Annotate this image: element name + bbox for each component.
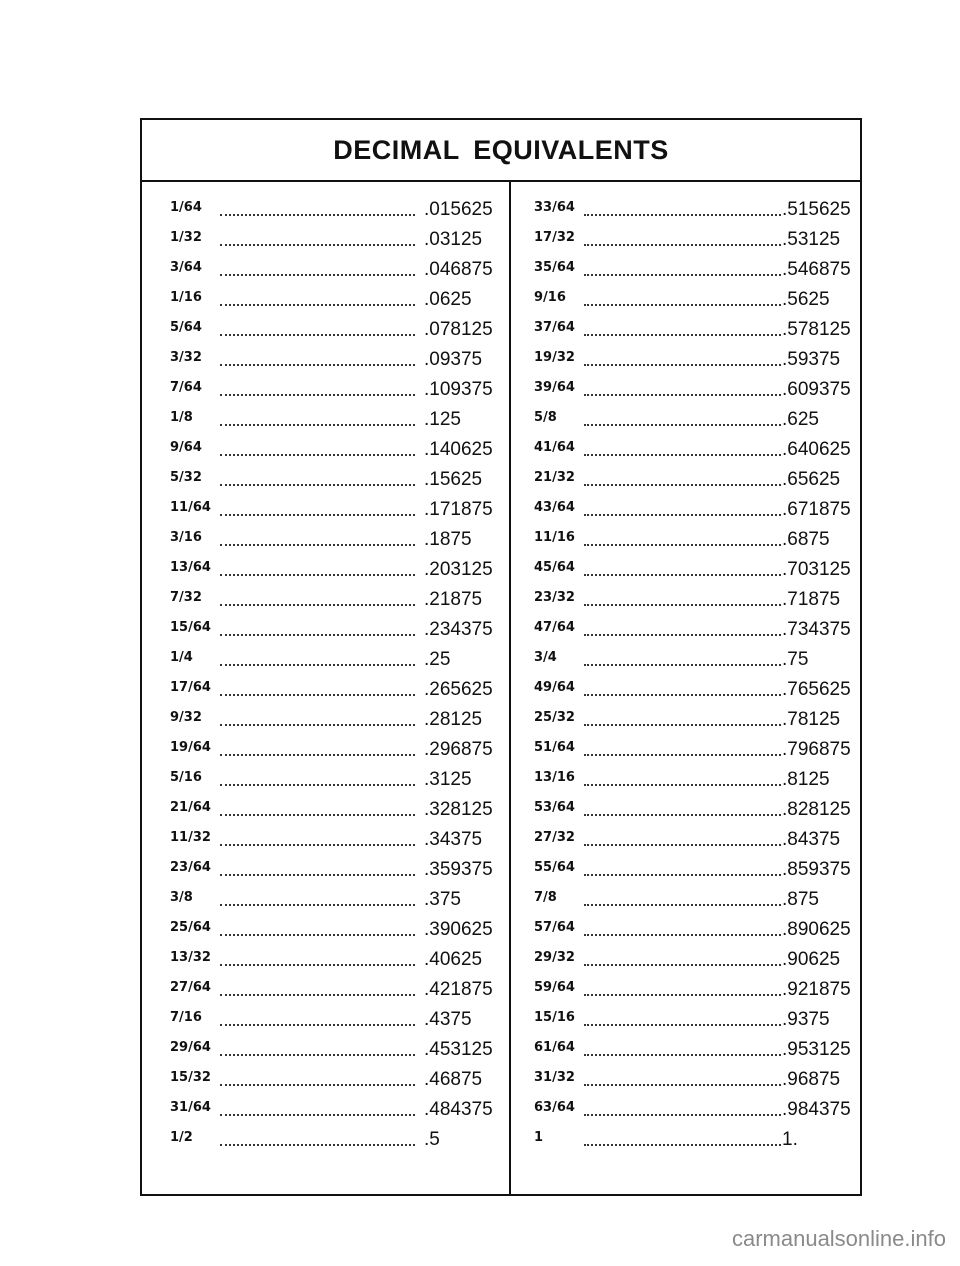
decimal-value: .78125: [782, 709, 841, 730]
dot-leader: [220, 1024, 415, 1026]
fraction-value: 9/32: [170, 710, 202, 725]
dot-leader: [584, 664, 781, 666]
decimal-value: .734375: [782, 619, 851, 640]
fraction-value: 11/16: [534, 530, 575, 545]
dot-leader: [584, 1144, 781, 1146]
table-row: [170, 226, 492, 256]
fraction-value: 43/64: [534, 500, 575, 515]
table-row: [534, 796, 856, 826]
decimal-value: .84375: [782, 829, 841, 850]
table-row: [534, 916, 856, 946]
decimal-value: .03125: [424, 229, 483, 250]
dot-leader: [220, 484, 415, 486]
fraction-value: 9/16: [534, 290, 566, 305]
fraction-value: 21/64: [170, 800, 211, 815]
table-row: [170, 916, 492, 946]
decimal-value: .109375: [424, 379, 493, 400]
dot-leader: [584, 544, 781, 546]
fraction-value: 25/32: [534, 710, 575, 725]
decimal-value: .421875: [424, 979, 493, 1000]
decimal-value: .578125: [782, 319, 851, 340]
fraction-value: 7/8: [534, 890, 557, 905]
dot-leader: [584, 244, 781, 246]
table-row: [534, 226, 856, 256]
table-row: [170, 1006, 492, 1036]
fraction-value: 7/32: [170, 590, 202, 605]
dot-leader: [584, 1054, 781, 1056]
left-column: [170, 196, 492, 1156]
decimal-value: .40625: [424, 949, 483, 970]
dot-leader: [220, 724, 415, 726]
fraction-value: 1/8: [170, 410, 193, 425]
fraction-value: 57/64: [534, 920, 575, 935]
fraction-value: 1/4: [170, 650, 193, 665]
decimal-value: .53125: [782, 229, 841, 250]
fraction-value: 27/32: [534, 830, 575, 845]
dot-leader: [220, 1144, 415, 1146]
table-row: [534, 676, 856, 706]
table-row: [170, 556, 492, 586]
fraction-value: 3/32: [170, 350, 202, 365]
table-row: [170, 976, 492, 1006]
dot-leader: [220, 1084, 415, 1086]
dot-leader: [220, 844, 415, 846]
dot-leader: [584, 634, 781, 636]
decimal-value: .234375: [424, 619, 493, 640]
decimal-value: .140625: [424, 439, 493, 460]
dot-leader: [220, 694, 415, 696]
dot-leader: [584, 814, 781, 816]
decimal-value: .671875: [782, 499, 851, 520]
dot-leader: [584, 1114, 781, 1116]
table-row: [534, 1006, 856, 1036]
decimal-value: .984375: [782, 1099, 851, 1120]
decimal-value: .890625: [782, 919, 851, 940]
decimal-value: .90625: [782, 949, 841, 970]
fraction-value: 1/2: [170, 1130, 193, 1145]
decimal-value: .5: [424, 1129, 440, 1150]
fraction-value: 39/64: [534, 380, 575, 395]
dot-leader: [584, 934, 781, 936]
fraction-value: 1/16: [170, 290, 202, 305]
decimal-value: .484375: [424, 1099, 493, 1120]
dot-leader: [220, 964, 415, 966]
fraction-value: 5/8: [534, 410, 557, 425]
table-row: [534, 316, 856, 346]
dot-leader: [584, 1024, 781, 1026]
table-row: [170, 796, 492, 826]
decimal-value: .21875: [424, 589, 483, 610]
dot-leader: [584, 484, 781, 486]
table-row: [534, 436, 856, 466]
fraction-value: 47/64: [534, 620, 575, 635]
table-row: [170, 886, 492, 916]
dot-leader: [220, 244, 415, 246]
fraction-value: 3/4: [534, 650, 557, 665]
table-row: [170, 496, 492, 526]
table-row: [534, 556, 856, 586]
decimal-value: .546875: [782, 259, 851, 280]
decimal-value: .4375: [424, 1009, 472, 1030]
table-row: [534, 646, 856, 676]
dot-leader: [220, 754, 415, 756]
dot-leader: [220, 1114, 415, 1116]
decimal-value: .953125: [782, 1039, 851, 1060]
decimal-value: .125: [424, 409, 461, 430]
decimal-value: .359375: [424, 859, 493, 880]
table-row: [170, 826, 492, 856]
fraction-value: 31/64: [170, 1100, 211, 1115]
fraction-value: 63/64: [534, 1100, 575, 1115]
dot-leader: [220, 514, 415, 516]
table-row: [534, 1126, 856, 1156]
fraction-value: 25/64: [170, 920, 211, 935]
fraction-value: 11/64: [170, 500, 211, 515]
fraction-value: 21/32: [534, 470, 575, 485]
decimal-equivalents-table: [140, 118, 862, 1196]
fraction-value: 5/32: [170, 470, 202, 485]
decimal-value: .796875: [782, 739, 851, 760]
decimal-value: .453125: [424, 1039, 493, 1060]
dot-leader: [220, 574, 415, 576]
table-row: [534, 496, 856, 526]
dot-leader: [584, 964, 781, 966]
dot-leader: [584, 394, 781, 396]
table-row: [170, 1096, 492, 1126]
dot-leader: [584, 364, 781, 366]
dot-leader: [220, 874, 415, 876]
table-row: [170, 856, 492, 886]
table-row: [170, 526, 492, 556]
fraction-value: 13/32: [170, 950, 211, 965]
table-row: [534, 706, 856, 736]
fraction-value: 59/64: [534, 980, 575, 995]
fraction-value: 33/64: [534, 200, 575, 215]
dot-leader: [220, 784, 415, 786]
decimal-value: .3125: [424, 769, 472, 790]
decimal-value: .515625: [782, 199, 851, 220]
table-row: [170, 736, 492, 766]
decimal-value: .6875: [782, 529, 830, 550]
table-row: [170, 1126, 492, 1156]
fraction-value: 35/64: [534, 260, 575, 275]
fraction-value: 1/32: [170, 230, 202, 245]
table-row: [170, 466, 492, 496]
fraction-value: 5/64: [170, 320, 202, 335]
decimal-value: .703125: [782, 559, 851, 580]
table-row: [170, 1066, 492, 1096]
dot-leader: [220, 1054, 415, 1056]
fraction-value: 3/16: [170, 530, 202, 545]
table-row: [534, 946, 856, 976]
decimal-value: .609375: [782, 379, 851, 400]
decimal-value: .375: [424, 889, 461, 910]
fraction-value: 19/32: [534, 350, 575, 365]
decimal-value: .875: [782, 889, 819, 910]
dot-leader: [584, 514, 781, 516]
dot-leader: [220, 304, 415, 306]
dot-leader: [584, 424, 781, 426]
table-row: [534, 616, 856, 646]
table-row: [170, 946, 492, 976]
table-row: [170, 376, 492, 406]
decimal-value: .203125: [424, 559, 493, 580]
table-row: [170, 1036, 492, 1066]
table-row: [534, 406, 856, 436]
decimal-value: .328125: [424, 799, 493, 820]
dot-leader: [220, 454, 415, 456]
fraction-value: 1/64: [170, 200, 202, 215]
dot-leader: [220, 274, 415, 276]
decimal-value: .765625: [782, 679, 851, 700]
table-row: [170, 256, 492, 286]
decimal-value: .390625: [424, 919, 493, 940]
dot-leader: [220, 664, 415, 666]
decimal-value: .28125: [424, 709, 483, 730]
right-column: [534, 196, 856, 1156]
table-row: [170, 346, 492, 376]
table-row: [534, 196, 856, 226]
table-row: [534, 526, 856, 556]
decimal-value: .71875: [782, 589, 841, 610]
table-row: [534, 376, 856, 406]
fraction-value: 15/16: [534, 1010, 575, 1025]
dot-leader: [220, 934, 415, 936]
dot-leader: [584, 274, 781, 276]
fraction-value: 9/64: [170, 440, 202, 455]
title-bar: [142, 120, 860, 182]
table-row: [170, 616, 492, 646]
decimal-value: .859375: [782, 859, 851, 880]
decimal-value: .296875: [424, 739, 493, 760]
table-row: [534, 1096, 856, 1126]
decimal-value: .828125: [782, 799, 851, 820]
fraction-value: 1: [534, 1130, 544, 1145]
decimal-value: .0625: [424, 289, 472, 310]
fraction-value: 31/32: [534, 1070, 575, 1085]
fraction-value: 11/32: [170, 830, 211, 845]
fraction-value: 15/32: [170, 1070, 211, 1085]
decimal-value: .96875: [782, 1069, 841, 1090]
table-row: [534, 586, 856, 616]
watermark-text: carmanualsonline.info: [731, 1226, 946, 1251]
dot-leader: [584, 904, 781, 906]
fraction-value: 61/64: [534, 1040, 575, 1055]
decimal-value: 1.: [782, 1129, 798, 1150]
table-row: [170, 586, 492, 616]
dot-leader: [584, 214, 781, 216]
decimal-value: .625: [782, 409, 819, 430]
fraction-value: 29/64: [170, 1040, 211, 1055]
decimal-value: .046875: [424, 259, 493, 280]
table-row: [170, 406, 492, 436]
table-row: [534, 1036, 856, 1066]
fraction-value: 23/64: [170, 860, 211, 875]
fraction-value: 3/8: [170, 890, 193, 905]
table-row: [534, 976, 856, 1006]
decimal-value: .8125: [782, 769, 830, 790]
table-row: [170, 646, 492, 676]
table-row: [534, 826, 856, 856]
dot-leader: [220, 604, 415, 606]
decimal-value: .921875: [782, 979, 851, 1000]
fraction-value: 13/64: [170, 560, 211, 575]
fraction-value: 13/16: [534, 770, 575, 785]
table-row: [170, 706, 492, 736]
dot-leader: [220, 214, 415, 216]
fraction-value: 15/64: [170, 620, 211, 635]
decimal-value: .171875: [424, 499, 493, 520]
dot-leader: [584, 844, 781, 846]
decimal-value: .640625: [782, 439, 851, 460]
dot-leader: [220, 364, 415, 366]
table-row: [170, 316, 492, 346]
table-row: [170, 436, 492, 466]
table-row: [534, 286, 856, 316]
table-row: [170, 286, 492, 316]
decimal-value: .25: [424, 649, 451, 670]
dot-leader: [220, 394, 415, 396]
fraction-value: 3/64: [170, 260, 202, 275]
dot-leader: [584, 754, 781, 756]
dot-leader: [584, 694, 781, 696]
dot-leader: [220, 544, 415, 546]
fraction-value: 45/64: [534, 560, 575, 575]
fraction-value: 7/64: [170, 380, 202, 395]
dot-leader: [584, 784, 781, 786]
column-divider: [509, 180, 511, 1194]
dot-leader: [220, 334, 415, 336]
fraction-value: 27/64: [170, 980, 211, 995]
fraction-value: 7/16: [170, 1010, 202, 1025]
dot-leader: [220, 424, 415, 426]
table-row: [534, 1066, 856, 1096]
table-row: [534, 736, 856, 766]
decimal-value: .15625: [424, 469, 483, 490]
decimal-value: .9375: [782, 1009, 830, 1030]
decimal-value: .265625: [424, 679, 493, 700]
fraction-value: 17/32: [534, 230, 575, 245]
fraction-value: 29/32: [534, 950, 575, 965]
dot-leader: [584, 304, 781, 306]
fraction-value: 23/32: [534, 590, 575, 605]
dot-leader: [220, 814, 415, 816]
decimal-value: .015625: [424, 199, 493, 220]
table-row: [534, 466, 856, 496]
fraction-value: 19/64: [170, 740, 211, 755]
table-row: [170, 676, 492, 706]
fraction-value: 51/64: [534, 740, 575, 755]
fraction-value: 41/64: [534, 440, 575, 455]
table-row: [170, 196, 492, 226]
fraction-value: 53/64: [534, 800, 575, 815]
table-row: [534, 856, 856, 886]
dot-leader: [220, 634, 415, 636]
decimal-value: .75: [782, 649, 809, 670]
dot-leader: [584, 874, 781, 876]
table-row: [170, 766, 492, 796]
table-row: [534, 346, 856, 376]
fraction-value: 49/64: [534, 680, 575, 695]
dot-leader: [220, 994, 415, 996]
fraction-value: 37/64: [534, 320, 575, 335]
fraction-value: 5/16: [170, 770, 202, 785]
dot-leader: [220, 904, 415, 906]
fraction-value: 55/64: [534, 860, 575, 875]
decimal-value: .46875: [424, 1069, 483, 1090]
dot-leader: [584, 604, 781, 606]
dot-leader: [584, 1084, 781, 1086]
decimal-value: .5625: [782, 289, 830, 310]
decimal-value: .078125: [424, 319, 493, 340]
decimal-value: .59375: [782, 349, 841, 370]
decimal-value: .34375: [424, 829, 483, 850]
decimal-value: .1875: [424, 529, 472, 550]
dot-leader: [584, 454, 781, 456]
dot-leader: [584, 994, 781, 996]
page-title: DECIMAL EQUIVALENTS: [333, 134, 669, 165]
decimal-value: .65625: [782, 469, 841, 490]
dot-leader: [584, 574, 781, 576]
table-row: [534, 256, 856, 286]
dot-leader: [584, 334, 781, 336]
decimal-value: .09375: [424, 349, 483, 370]
fraction-value: 17/64: [170, 680, 211, 695]
table-row: [534, 766, 856, 796]
table-row: [534, 886, 856, 916]
dot-leader: [584, 724, 781, 726]
